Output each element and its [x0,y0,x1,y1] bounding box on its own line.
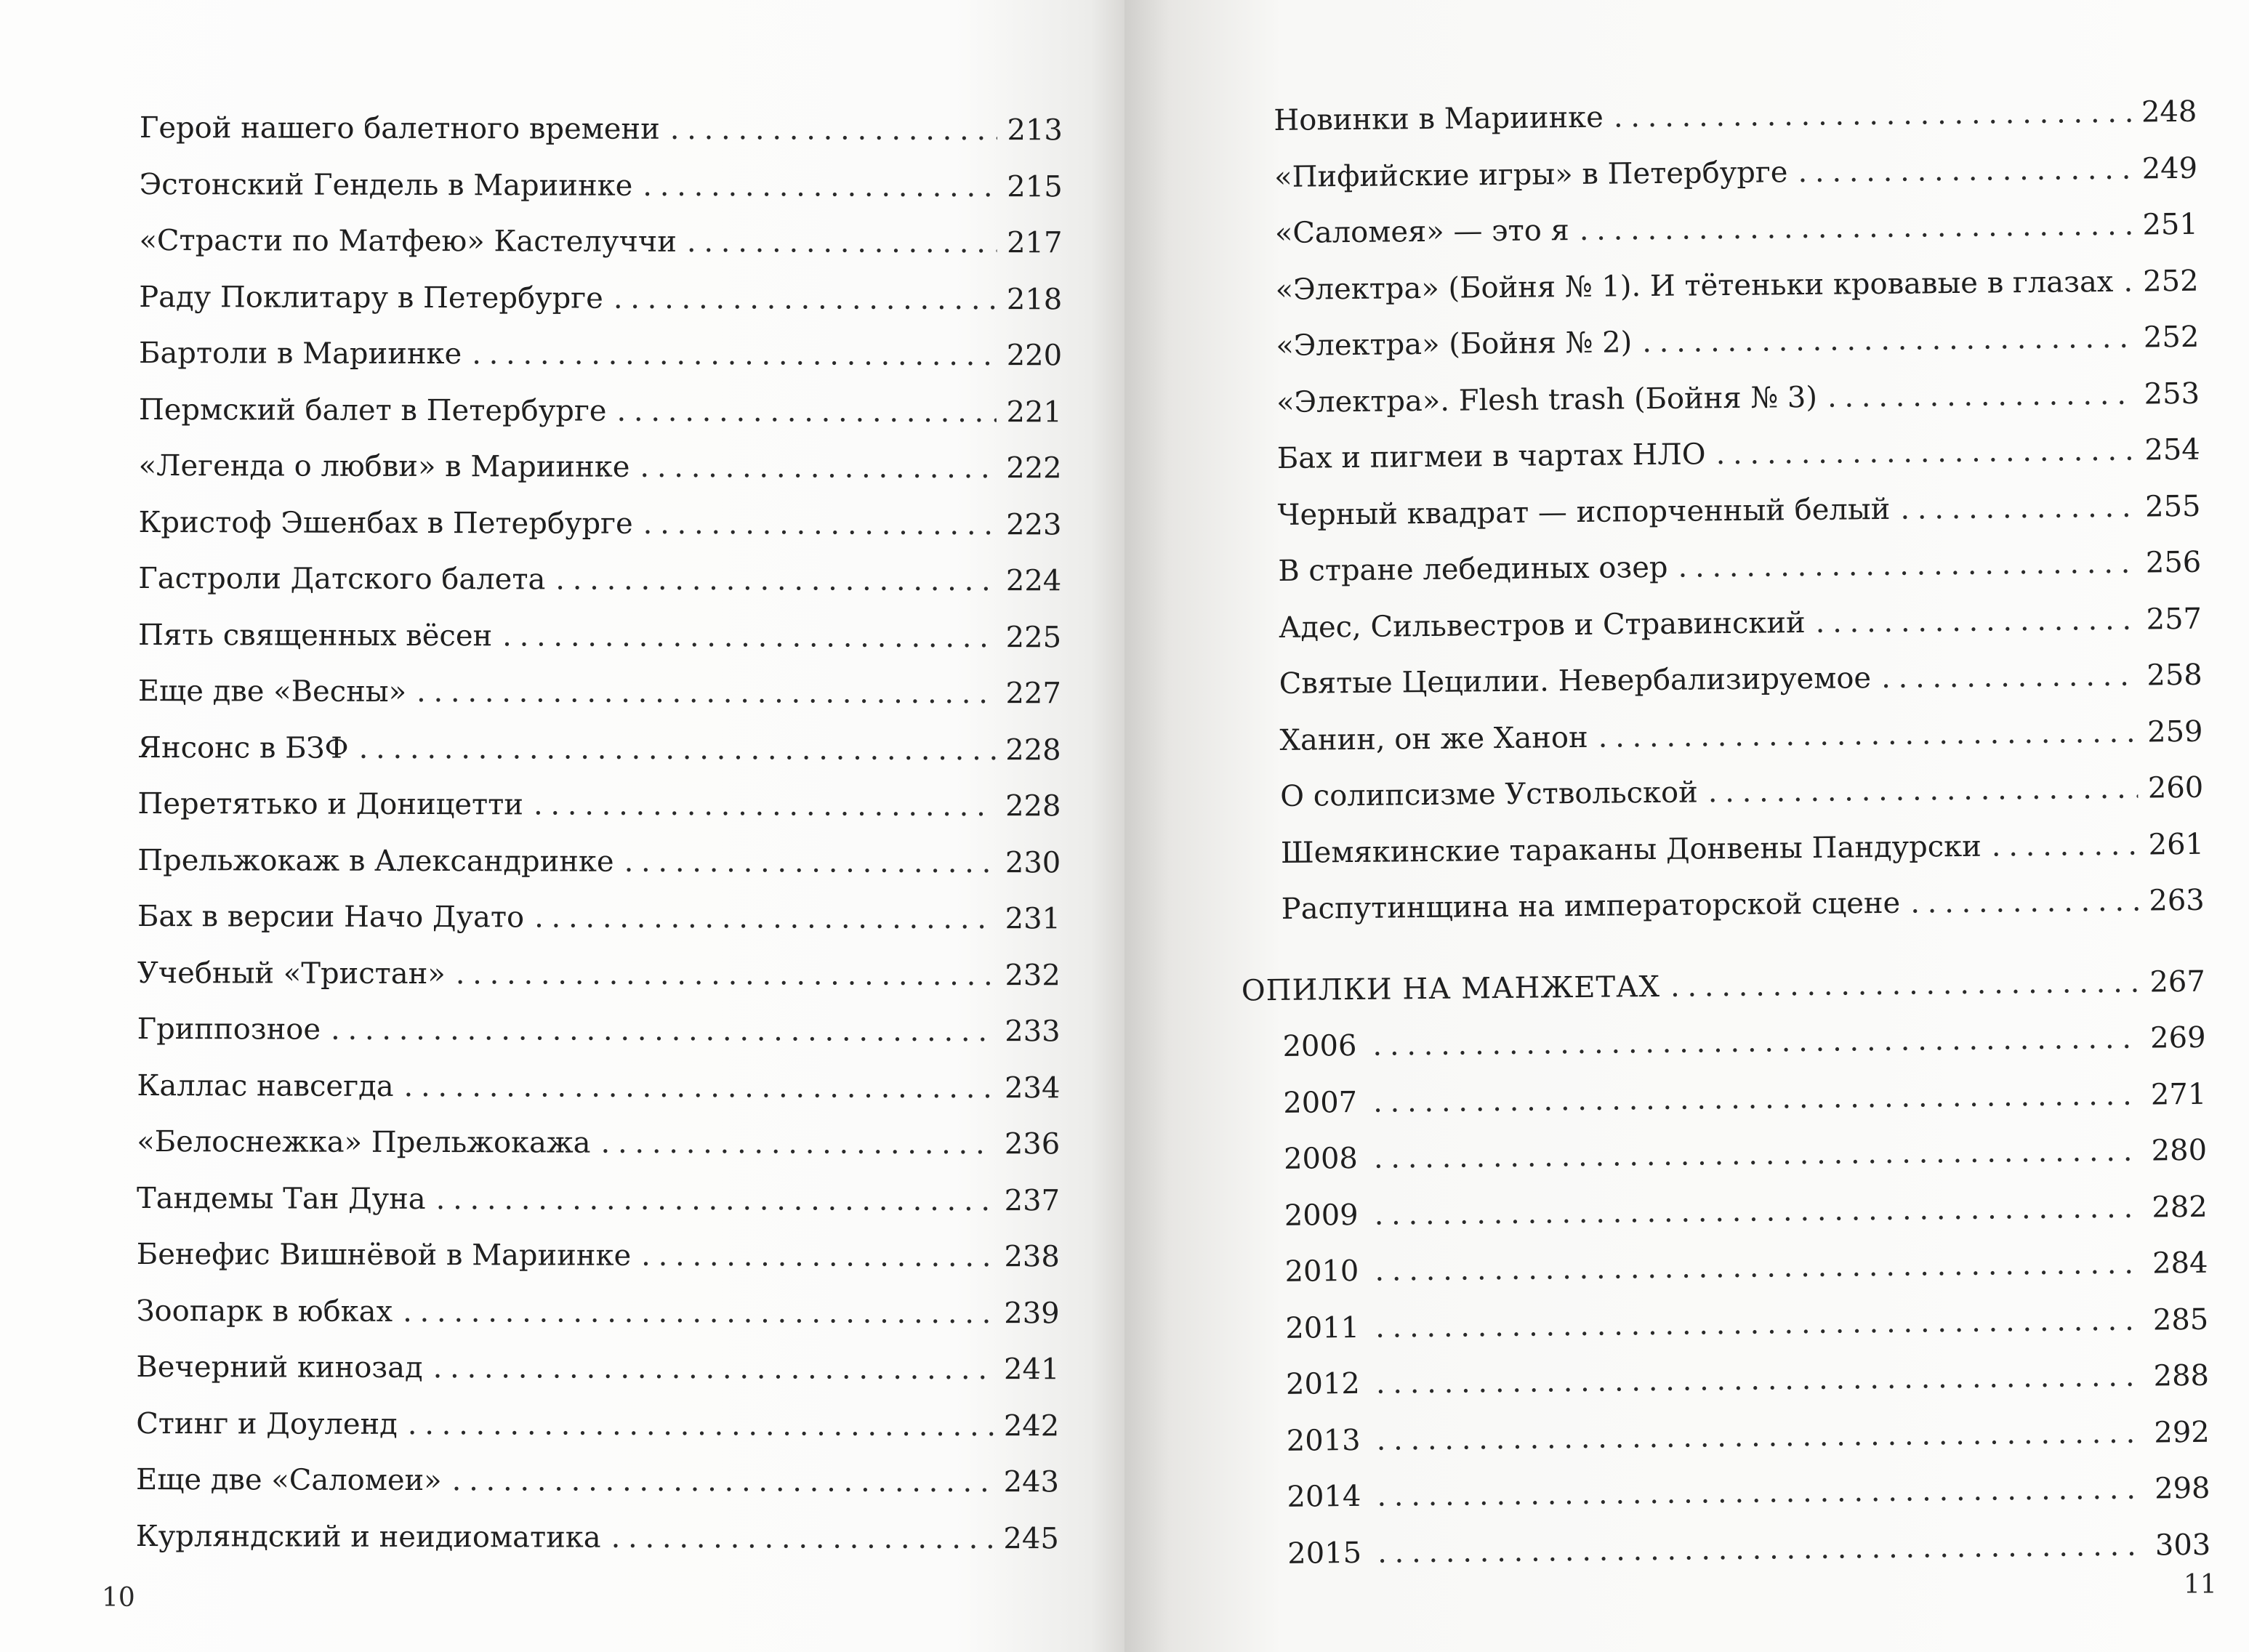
toc-entry-title: Каллас навсегда [137,1068,394,1103]
dot-leader [600,1116,994,1173]
toc-entry-title: Учебный «Тристан» [137,956,446,991]
toc-entry-title: Эстонский Гендель в Мариинке [139,167,633,203]
dot-leader [1991,817,2139,874]
dot-leader [641,1228,994,1286]
dot-leader [2123,254,2133,310]
toc-entry-page-number: 259 [2147,714,2203,749]
toc-entry-page-number: 215 [1007,169,1063,204]
toc-entry [137,1227,1060,1286]
dot-leader [534,890,995,947]
toc-entry-title: Перетятько и Доницетти [137,786,524,822]
toc-entry-title: 2009 [1284,1198,1359,1233]
toc-entry-title: «Электра». Flesh trash (Бойня № 3) [1276,380,1818,419]
toc-entry-page-number: 280 [2151,1133,2208,1168]
toc-entry-title: 2012 [1285,1366,1361,1401]
toc-entry-page-number: 282 [2152,1190,2208,1224]
dot-leader [1815,592,2136,651]
toc-entry-title: Янсонс в БЗФ [137,730,349,765]
dot-leader [408,1396,994,1454]
toc-entry-title: Бенефис Вишнёвой в Мариинке [136,1237,632,1273]
toc-entry-page-number: 298 [2154,1471,2210,1506]
toc-entry-title: «Электра» (Бойня № 2) [1276,326,1633,363]
toc-entry [137,1057,1060,1116]
dot-leader [1678,536,2136,597]
toc-entry-page-number: 231 [1005,902,1061,936]
dot-leader [555,552,996,610]
toc-entry [1275,253,2199,318]
toc-entry-page-number: 269 [2149,1020,2206,1055]
toc-entry-title: Святые Цецилии. Невербализируемое [1279,661,1872,701]
toc-year-entry [1284,1179,2208,1244]
toc-entry-page-number: 254 [2144,432,2200,467]
dot-leader [1375,1292,2144,1356]
dot-leader [1375,1349,2144,1413]
dot-leader [1881,648,2137,707]
toc-entry-title: Шемякинские тараканы Донвены Пандурски [1280,829,1982,870]
toc-entry [137,832,1061,891]
dot-leader [403,1284,994,1342]
toc-entry-title: «Пифийские игры» в Петербурге [1274,155,1788,194]
toc-entry-title: Герой нашего балетного времени [139,110,660,146]
dot-leader [1715,423,2135,483]
dot-leader [331,1002,994,1060]
toc-entry-title: Ханин, он же Ханон [1279,720,1588,757]
dot-leader [502,608,996,666]
toc-entry-page-number: 225 [1005,620,1062,654]
toc-entry [136,1452,1059,1511]
toc-section-heading [1241,954,2205,1019]
toc-entry-title: 2008 [1283,1141,1359,1176]
dot-leader [643,496,997,553]
dot-leader [433,1340,994,1398]
dot-leader [1613,85,2131,146]
toc-entry-page-number: 213 [1007,113,1063,148]
toc-entry-title: В стране лебединых озер [1278,550,1668,588]
toc-entry [139,213,1062,272]
dot-leader [403,1058,994,1116]
toc-entry [138,720,1061,778]
toc-entry-page-number: 248 [2141,94,2197,129]
toc-entry-title: Новинки в Мариинке [1274,100,1604,137]
toc-entry-title: Пять священных вёсен [138,618,493,653]
toc-entry [136,1508,1059,1567]
toc-entry-page-number: 224 [1005,564,1062,598]
dot-leader [1598,704,2137,766]
toc-entry-page-number: 222 [1006,451,1062,485]
dot-leader [1579,198,2132,259]
toc-entry-page-number: 252 [2142,264,2199,299]
toc-entry-title: «Электра» (Бойня № 1). И тётеньки кровавые в глазах [1275,265,2114,307]
dot-leader [456,946,995,1004]
toc-entry [1281,873,2205,938]
toc-entry [140,156,1063,215]
toc-entry-page-number: 251 [2142,207,2199,242]
toc-entry-page-number: 256 [2145,545,2202,580]
dot-leader [359,720,996,778]
dot-leader [1376,1405,2144,1469]
toc-year-entry [1287,1517,2211,1582]
dot-leader [417,664,996,722]
toc-entry-title: «Белоснежка» Прельжокажа [137,1124,591,1160]
dot-leader [1372,1011,2141,1075]
toc-entry-title: Адес, Сильвестров и Стравинский [1278,605,1806,645]
dot-leader [1374,1180,2142,1244]
dot-leader [624,834,995,891]
dot-leader [1798,141,2132,201]
toc-entry-page-number: 285 [2152,1302,2209,1337]
left-page-number: 10 [102,1583,135,1613]
dot-leader [613,270,997,328]
toc-entry-page-number: 228 [1005,789,1061,823]
toc-entry-title: Еще две «Весны» [137,674,407,709]
dot-leader [1910,874,2139,932]
toc-entry-title: Стинг и Доуленд [136,1406,398,1441]
toc-entry-page-number: 239 [1004,1296,1060,1330]
toc-entry [137,1002,1061,1060]
toc-entry [137,889,1061,948]
toc-entry-page-number: 271 [2150,1077,2207,1111]
toc-entry-page-number: 233 [1005,1015,1061,1049]
toc-entry-title: «Легенда о любви» в Мариинке [138,448,630,484]
dot-leader [534,777,995,834]
toc-entry [1279,648,2202,713]
toc-entry [1279,704,2203,769]
toc-entry-page-number: 218 [1006,282,1063,316]
toc-entry-title: Бах в версии Начо Дуато [137,899,525,935]
dot-leader [616,383,996,440]
toc-entry-title: Бах и пигмеи в чартах НЛО [1276,438,1706,475]
toc-year-entry [1283,1066,2207,1132]
toc-entry-title: Тандемы Тан Дуна [136,1181,426,1216]
toc-entry-title: Кристоф Эшенбах в Петербурге [138,505,633,541]
toc-entry-title: ОПИЛКИ НА МАНЖЕТАХ [1241,970,1661,1007]
toc-entry [137,945,1061,1004]
toc-entry-page-number: 228 [1005,733,1061,767]
toc-entry-page-number: 267 [2149,964,2206,999]
toc-entry-title: Бартоли в Мариинке [139,336,462,371]
toc-entry [1274,140,2198,206]
toc-entry [1280,760,2204,826]
toc-entry-page-number: 243 [1003,1465,1060,1499]
dot-leader [670,102,997,159]
dot-leader [611,1510,994,1567]
dot-leader [1707,761,2138,821]
toc-year-entry [1285,1292,2209,1357]
toc-entry [1277,478,2201,544]
toc-entry-page-number: 260 [2147,770,2204,805]
toc-entry-title: Гастроли Датского балета [138,561,546,597]
toc-entry-page-number: 292 [2154,1415,2210,1449]
toc-entry [1276,366,2200,431]
toc-entry [136,1339,1059,1398]
toc-entry [137,776,1061,835]
left-toc-list [136,100,1063,1567]
dot-leader [1827,366,2134,426]
toc-entry-title: 2011 [1285,1310,1360,1345]
toc-entry [137,1283,1060,1342]
toc-entry-page-number: 249 [2141,151,2198,186]
toc-entry-page-number: 221 [1006,395,1062,429]
toc-entry-title: Еще две «Саломеи» [135,1462,442,1498]
toc-entry-page-number: 284 [2152,1246,2208,1281]
toc-entry-page-number: 255 [2144,489,2201,524]
toc-entry-title: 2014 [1287,1479,1361,1514]
toc-entry-title: Распутинщина на императорской сцене [1281,886,1901,926]
toc-entry-title: Гриппозное [137,1012,321,1047]
toc-entry-page-number: 288 [2153,1358,2210,1393]
toc-entry-page-number: 220 [1006,339,1063,373]
dot-leader [436,1172,994,1230]
dot-leader [1373,1067,2141,1131]
dot-leader [1642,310,2133,371]
dot-leader [643,158,997,215]
toc-entry-page-number: 227 [1005,677,1061,711]
toc-entry [139,382,1062,440]
toc-entry-title: «Саломея» — это я [1274,214,1569,250]
toc-year-entry [1287,1461,2210,1526]
toc-entry-title: 2010 [1284,1254,1359,1289]
toc-year-entry [1282,1010,2206,1076]
toc-entry-page-number: 217 [1007,226,1063,260]
toc-entry [1281,816,2205,882]
toc-entry-title: Зоопарк в юбках [136,1294,393,1329]
toc-entry-title: Раду Поклитару в Петербурге [139,280,603,315]
dot-leader [1374,1124,2142,1188]
toc-entry-page-number: 234 [1005,1071,1061,1105]
toc-entry [140,100,1063,159]
toc-entry-page-number: 236 [1004,1127,1061,1161]
toc-entry-page-number: 232 [1005,958,1061,992]
dot-leader [1900,479,2136,538]
dot-leader [452,1453,994,1510]
toc-entry [139,326,1062,384]
toc-entry-title: О солипсизме Уствольской [1280,775,1698,813]
toc-entry-page-number: 238 [1004,1240,1060,1274]
toc-entry [137,1114,1060,1173]
toc-entry [139,438,1062,497]
toc-year-entry [1286,1404,2210,1470]
toc-entry-page-number: 223 [1006,507,1062,541]
right-toc-list [1241,84,2211,1582]
dot-leader [472,326,997,384]
toc-entry-title: 2006 [1282,1028,1357,1063]
dot-leader [640,440,996,497]
toc-entry [1274,84,2197,150]
toc-entry-title: «Страсти по Матфею» Кастелуччи [139,223,677,259]
toc-entry-title: Пермский балет в Петербурге [138,392,607,428]
toc-entry-title: Прельжокаж в Александринке [137,843,614,879]
toc-entry-page-number: 245 [1003,1521,1059,1555]
toc-entry-title: 2015 [1287,1536,1362,1571]
toc-entry-title: Курляндский и неидиоматика [135,1519,601,1555]
dot-leader [687,214,997,272]
toc-entry-title: Черный квадрат — испорченный белый [1277,492,1891,532]
toc-entry-page-number: 237 [1004,1183,1061,1217]
toc-year-entry [1286,1348,2210,1414]
toc-entry-page-number: 263 [2149,883,2205,918]
dot-leader [1377,1462,2145,1526]
toc-entry-page-number: 241 [1004,1353,1060,1387]
toc-entry-page-number: 252 [2143,320,2200,355]
toc-entry [1279,591,2202,656]
toc-year-entry [1284,1123,2208,1188]
toc-entry [138,664,1061,722]
toc-entry [138,551,1061,610]
toc-entry [136,1395,1059,1454]
toc-entry-page-number: 230 [1005,845,1061,879]
toc-entry-title: 2013 [1286,1423,1361,1458]
toc-year-entry [1284,1236,2208,1301]
dot-leader [1375,1236,2143,1300]
toc-entry [138,607,1061,666]
dot-leader [1670,954,2140,1015]
toc-entry-title: Вечерний кинозад [136,1350,423,1385]
toc-entry [139,269,1062,328]
right-page-number: 11 [2184,1570,2217,1600]
toc-entry [137,1170,1060,1229]
toc-entry-page-number: 257 [2146,602,2202,637]
toc-entry-page-number: 261 [2148,827,2205,861]
toc-entry [1278,535,2202,600]
toc-entry [1274,197,2198,262]
toc-entry [138,494,1061,553]
toc-entry [1276,310,2200,375]
toc-entry-page-number: 242 [1003,1409,1060,1443]
toc-entry-page-number: 253 [2144,376,2200,411]
toc-entry-page-number: 303 [2155,1528,2211,1562]
toc-entry [1276,422,2200,488]
dot-leader [1377,1518,2146,1582]
toc-entry-title: 2007 [1283,1085,1358,1120]
toc-entry-page-number: 258 [2147,658,2202,693]
